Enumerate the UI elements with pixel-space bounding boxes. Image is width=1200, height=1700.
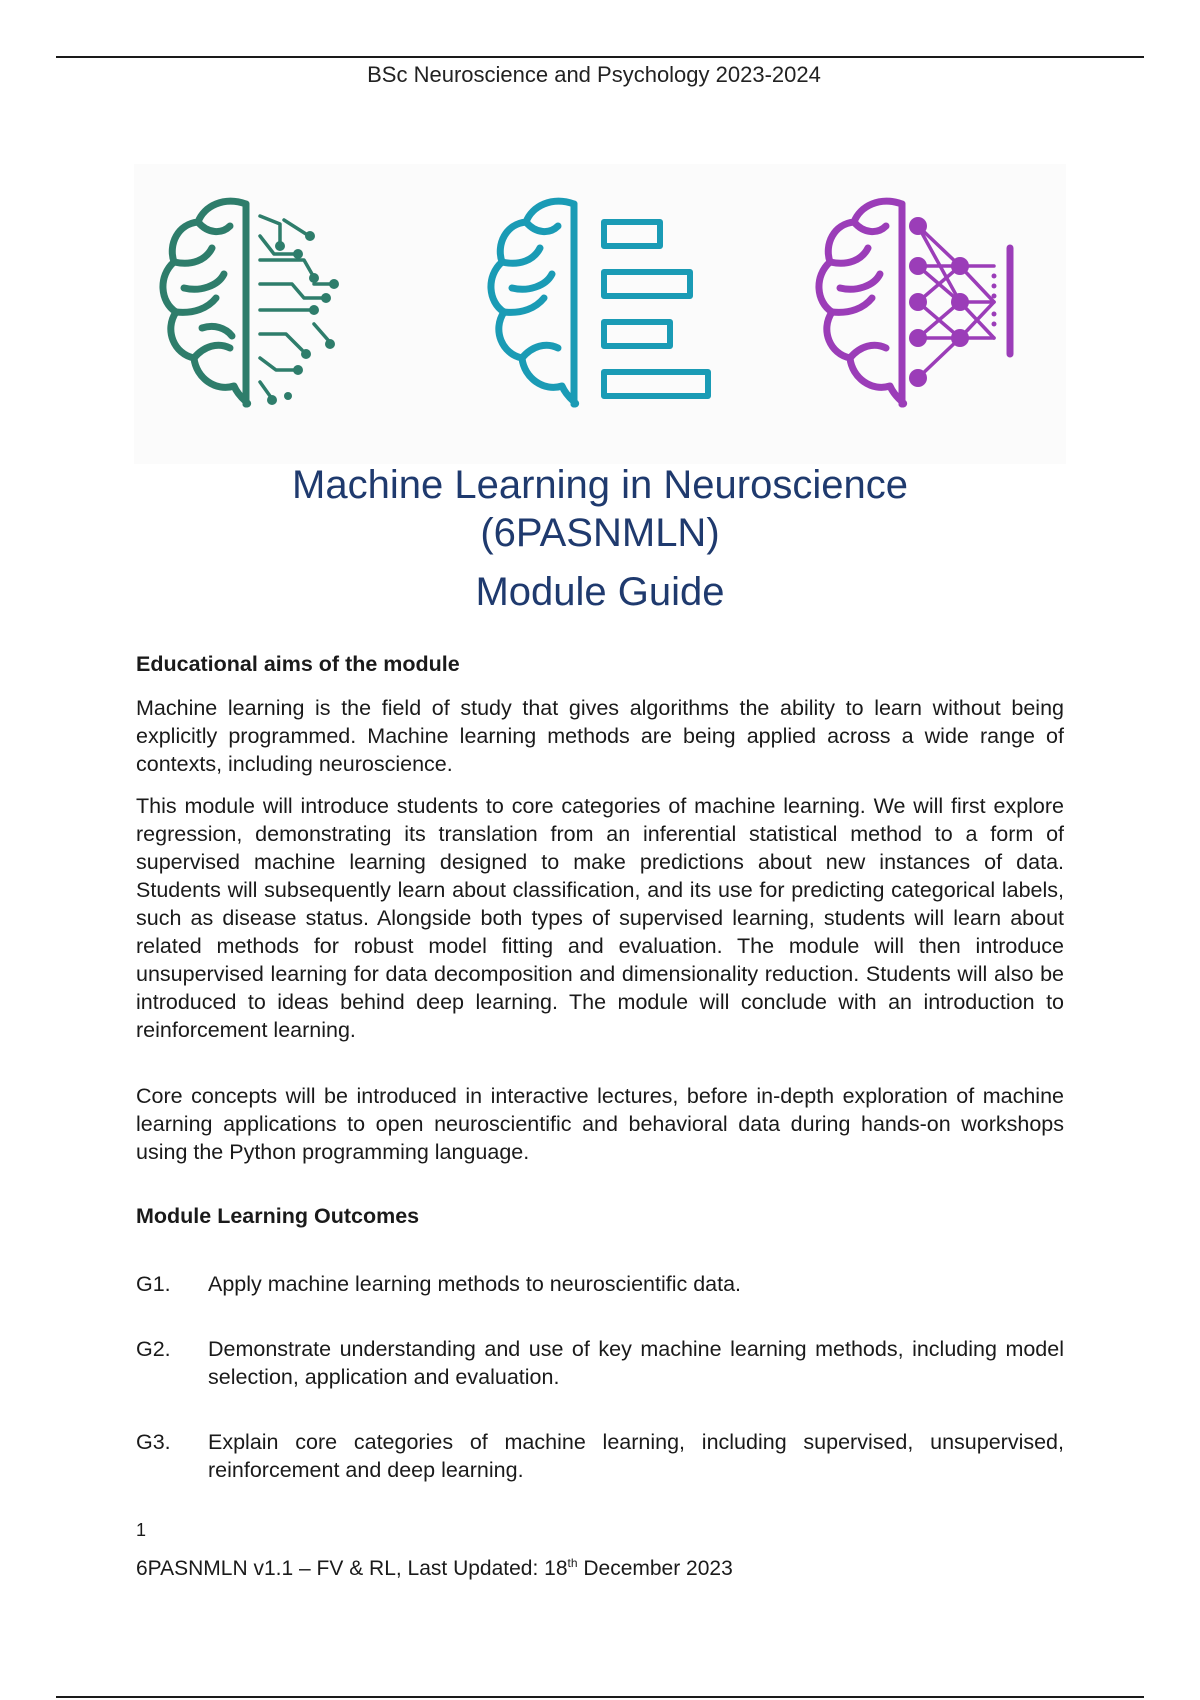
brain-circuit-icon <box>163 201 339 405</box>
module-banner <box>134 164 1066 464</box>
outcome-text: Explain core categories of machine learning, including supervised, unsupervised, reinforcement and deep learning. <box>208 1430 1064 1482</box>
outcome-code: G1. <box>136 1272 171 1296</box>
date-ordinal-suffix: th <box>567 1556 578 1570</box>
aims-paragraph-3: Core concepts will be introduced in interactive lectures, before in-depth exploration of machine learning applications to open neuroscientific and behavioral data during hands-on workshops using the Python programming language. <box>136 1084 1064 1164</box>
module-code: (6PASNMLN) <box>480 511 720 555</box>
module-title: Machine Learning in Neuroscience <box>292 463 908 507</box>
outcome-item <box>136 1335 1064 1391</box>
brain-bar-chart-icon <box>491 201 708 404</box>
outcome-item <box>136 1428 1064 1484</box>
aims-paragraph-1: Machine learning is the field of study that gives algorithms the ability to learn without being explicitly programmed. Machine learning methods are being applied across a wide range of contexts, including neuroscience. <box>136 696 1064 776</box>
outcomes-heading: Module Learning Outcomes <box>136 1204 420 1228</box>
version-footer <box>136 1556 733 1581</box>
outcome-code: G3. <box>136 1430 171 1454</box>
version-prefix: 6PASNMLN v1.1 – FV & RL, Last Updated: 18 <box>136 1557 568 1580</box>
aims-paragraph-2: This module will introduce students to core categories of machine learning. We will first explore regression, demonstrating its translation from an inferential statistical method to a form of supervised machine learning designed to make predictions about new instances of data. Students will subsequently learn about classification, and its use for predicting categorical labels, such as disease status. Alongside both types of supervised learning, students will learn about related methods for robust model fitting and evaluation. The module will then introduce unsupervised learning for data decomposition and dimensionality reduction. Students will also be introduced to ideas behind deep learning. The module will conclude with an introduction to reinforcement learning. <box>136 794 1064 1042</box>
page-number: 1 <box>136 1520 147 1540</box>
outcome-item <box>136 1270 1064 1298</box>
brain-neural-network-icon <box>819 201 1010 404</box>
outcome-text: Demonstrate understanding and use of key machine learning methods, including model selection, application and evaluation. <box>208 1337 1064 1389</box>
header-rule <box>56 56 1144 58</box>
module-guide-subtitle: Module Guide <box>475 570 725 614</box>
date-rest: December 2023 <box>577 1557 733 1580</box>
outcome-code: G2. <box>136 1337 171 1361</box>
footer-rule <box>56 1696 1144 1698</box>
aims-heading: Educational aims of the module <box>136 652 460 676</box>
outcome-text: Apply machine learning methods to neuroscientific data. <box>208 1272 742 1296</box>
running-header: BSc Neuroscience and Psychology 2023-2024 <box>367 62 821 87</box>
